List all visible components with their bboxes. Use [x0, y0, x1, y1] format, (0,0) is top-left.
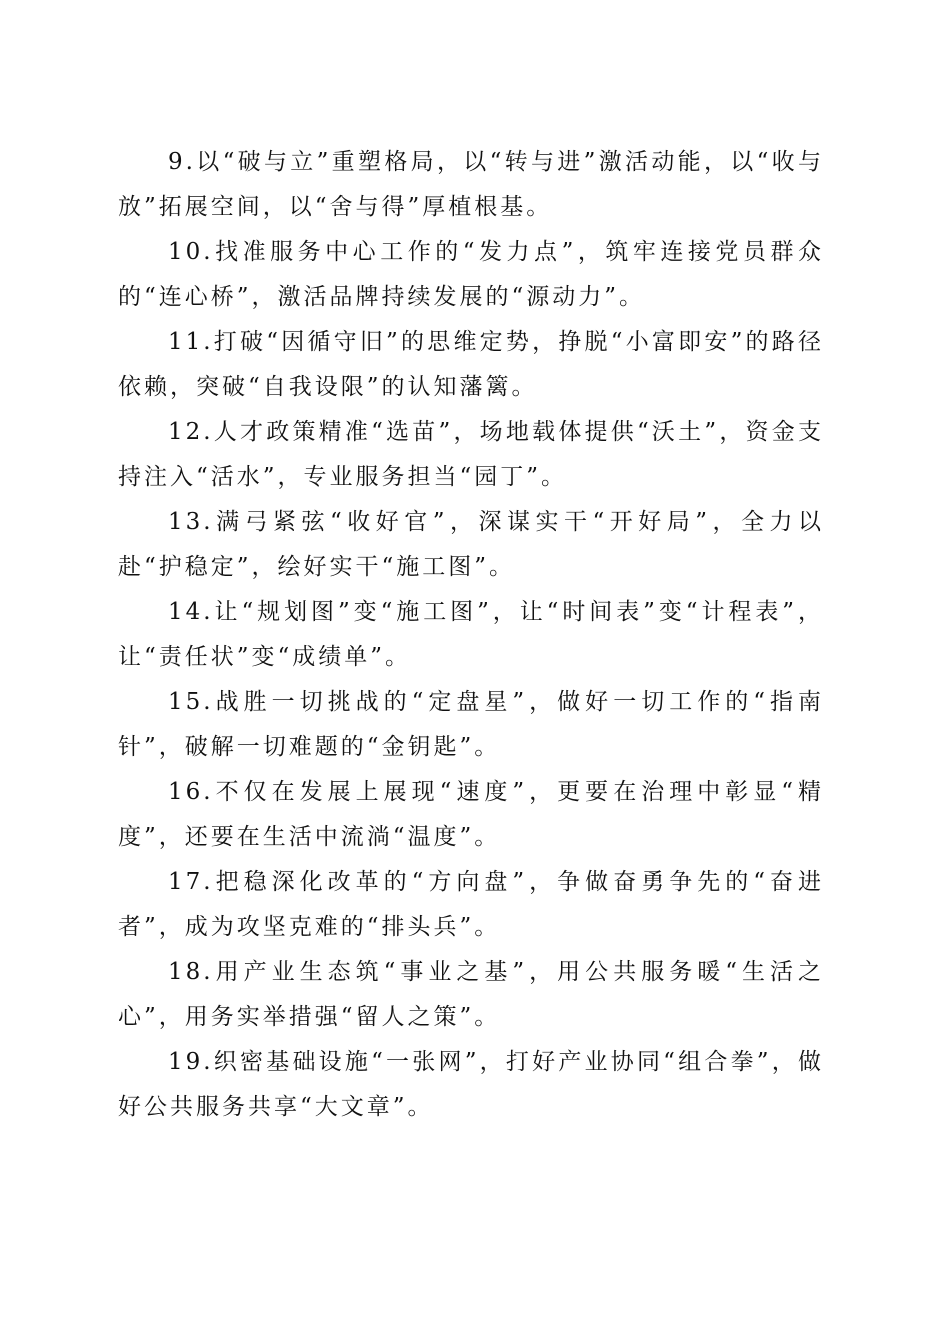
paragraph-9: 9.以“破与立”重塑格局，以“转与进”激活动能，以“收与放”拓展空间，以“舍与得”厚植根基。: [118, 149, 824, 220]
paragraph-18: 18.用产业生态筑“事业之基”，用公共服务暖“生活之心”，用务实举措强“留人之策”。: [118, 959, 824, 1030]
paragraph-11: 11.打破“因循守旧”的思维定势，挣脱“小富即安”的路径依赖，突破“自我设限”的认知藩篱。: [118, 329, 824, 400]
paragraph-15: 15.战胜一切挑战的“定盘星”，做好一切工作的“指南针”，破解一切难题的“金钥匙”。: [118, 689, 824, 760]
paragraph-19: 19.织密基础设施“一张网”，打好产业协同“组合拳”，做好公共服务共享“大文章”。: [118, 1049, 824, 1120]
document-body: [118, 140, 824, 1130]
paragraph-17: 17.把稳深化改革的“方向盘”，争做奋勇争先的“奋进者”，成为攻坚克难的“排头兵”。: [118, 869, 824, 940]
paragraph-14: 14.让“规划图”变“施工图”，让“时间表”变“计程表”，让“责任状”变“成绩单”。: [118, 599, 824, 670]
paragraph-12: 12.人才政策精准“选苗”，场地载体提供“沃土”，资金支持注入“活水”，专业服务担当“园丁”。: [118, 419, 824, 490]
paragraph-13: 13.满弓紧弦“收好官”，深谋实干“开好局”，全力以赴“护稳定”，绘好实干“施工图”。: [118, 509, 824, 580]
paragraph-16: 16.不仅在发展上展现“速度”，更要在治理中彰显“精度”，还要在生活中流淌“温度”。: [118, 779, 824, 850]
paragraph-10: 10.找准服务中心工作的“发力点”，筑牢连接党员群众的“连心桥”，激活品牌持续发展的“源动力”。: [118, 239, 824, 310]
